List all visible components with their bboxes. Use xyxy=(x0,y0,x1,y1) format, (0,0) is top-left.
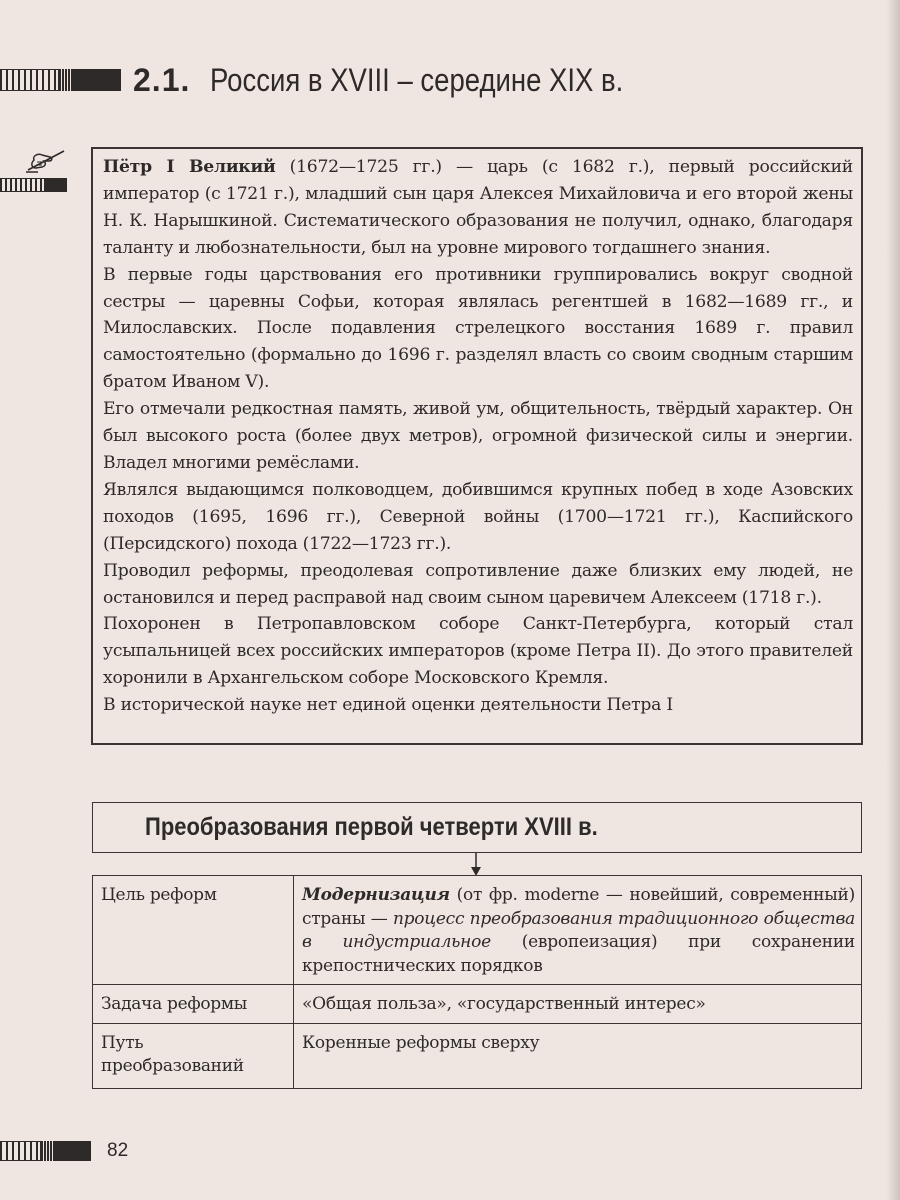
reforms-table xyxy=(92,875,862,1089)
section-title: Россия в XVIII – середине XIX в. xyxy=(210,61,624,98)
bio-name: Пётр I Великий xyxy=(103,157,276,177)
bio-paragraph-6: Похоронен в Петропавловском соборе Санкт-Петербурга, который стал усыпальницей всех российских императоров (кроме Петра II). До этого правителей хоронили в Архангельском соборе Московского Кремля. xyxy=(103,614,853,689)
footer-bar-decoration xyxy=(0,1141,91,1161)
note-marker xyxy=(0,148,70,192)
bio-paragraph-3: Его отмечали редкостная память, живой ум, общительность, твёрдый характер. Он был высокого роста (более двух метров), огромной физической силы и энергии. Владел многими ремёслами. xyxy=(103,399,853,473)
arrow-down-icon xyxy=(470,853,482,877)
table-row xyxy=(93,1023,862,1088)
biography-box xyxy=(91,147,863,745)
bio-paragraph-7: В исторической науке нет единой оценки деятельности Петра I xyxy=(103,695,673,716)
note-bar-decoration xyxy=(0,178,70,192)
row-value: «Общая польза», «государственный интерес» xyxy=(294,985,862,1024)
bio-paragraph-4: Являлся выдающимся полководцем, добившимся крупных побед в ходе Азовских походов (1695, 1696 гг.), Северной войны (1700—1721 гг.), Каспийского (Персидского) похода (1722—1723 гг.). xyxy=(103,479,853,554)
bio-paragraph-1: Пётр I Великий (1672—1725 гг.) — царь (с 1682 г.), первый российский император (с 1721 г.), младший сын царя Алексея Михайловича и его второй жены Н. К. Нарышкиной. Систематического образования не получил, однако, благодаря таланту и любознательности, был на уровне мирового тогдашнего знания. xyxy=(103,157,854,258)
page-number: 82 xyxy=(107,1140,129,1161)
reforms-title-box xyxy=(92,802,862,853)
row-value: Коренные реформы сверху xyxy=(294,1023,862,1088)
reforms-title: Преобразования первой четверти XVIII в. xyxy=(145,813,598,841)
page-footer xyxy=(0,1140,128,1162)
term-modernization: Модернизация xyxy=(302,885,450,905)
row-label: Задача реформы xyxy=(93,985,294,1024)
section-header xyxy=(0,62,691,98)
bio-paragraph-5: Проводил реформы, преодолевая сопротивление даже близких ему людей, не остановился и перед расправой над своим сыном царевичем Алексеем (1718 г.). xyxy=(103,560,853,608)
page-edge-shadow xyxy=(886,0,900,1200)
writing-hand-icon xyxy=(24,148,68,174)
table-row xyxy=(93,985,862,1024)
definition: процесс преобразования традиционного общества в индустриальное xyxy=(302,908,855,952)
row-label: Путь преобразований xyxy=(93,1023,294,1088)
section-number: 2.1. xyxy=(133,61,191,98)
bio-paragraph-2: В первые годы царствования его противники группировались вокруг сводной сестры — царевны Софьи, которая являлась регентшей в 1682—1689 гг., и Милославских. После подавления стрелецкого восстания 1689 г. правил самостоятельно (формально до 1696 г. разделял власть со своим сводным старшим братом Иваном V). xyxy=(103,264,853,393)
row-value: Модернизация (от фр. moderne — новейший, современный) страны — процесс преобразования традиционного общества в индустриальное (европеизация) при сохранении крепостнических порядков xyxy=(294,876,862,985)
section-bar-decoration xyxy=(0,69,121,91)
table-row xyxy=(93,876,862,985)
row-label: Цель реформ xyxy=(93,876,294,985)
